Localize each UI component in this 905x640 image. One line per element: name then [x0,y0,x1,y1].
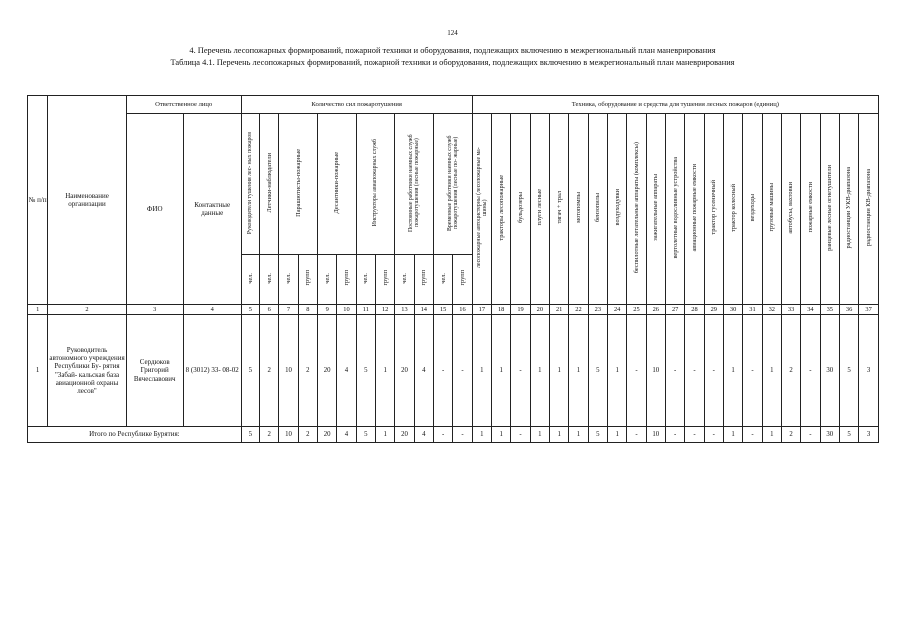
total-value: - [453,427,472,443]
equipment-col-header: радиостанции УКВ-диапазона [839,114,858,305]
total-value: 1 [492,427,511,443]
unit-header: групп [453,255,472,305]
total-value: 20 [318,427,337,443]
total-value: 10 [646,427,665,443]
total-value: - [801,427,820,443]
unit-header: групп [337,255,356,305]
row-value: 2 [260,315,279,427]
equipment-col-header: грузовые машины [762,114,781,305]
row-value: 5 [588,315,607,427]
row-value: 1 [530,315,549,427]
column-number: 23 [588,305,607,315]
column-number: 36 [839,305,858,315]
total-value: - [433,427,452,443]
force-col-header: Временные работники наемных служб пожаротушения (лесные по- жарные) [433,114,472,255]
total-value: 4 [414,427,433,443]
column-number: 25 [627,305,646,315]
equipment-col-header: тракторы лесопожарные [492,114,511,305]
total-value: - [627,427,646,443]
column-number: 32 [762,305,781,315]
row-value: - [453,315,472,427]
total-value: 2 [781,427,800,443]
header-org: Наименование организации [48,96,126,305]
force-col-header: Постоянные работники наемных служб пожаротушения (лесные пожарные) [395,114,434,255]
header-contacts: Контактные данные [183,114,241,305]
document-heading: 4. Перечень лесопожарных формирований, пожарной техники и оборудования, подлежащих включению в межрегиональный план маневрирования [189,46,716,55]
equipment-col-header: вездеходы [743,114,762,305]
row-value: 10 [279,315,298,427]
row-value: 1 [550,315,569,427]
column-number: 16 [453,305,472,315]
total-value: 5 [241,427,259,443]
row-value: 5 [839,315,858,427]
equipment-col-header: трактор колесный [723,114,742,305]
equipment-col-header: авиационные пожарные емкости [685,114,704,305]
column-number: 33 [781,305,800,315]
total-value: 1 [569,427,588,443]
column-number: 17 [472,305,491,315]
unit-header: чел. [260,255,279,305]
row-value: 30 [820,315,839,427]
column-number: 30 [723,305,742,315]
table-caption: Таблица 4.1. Перечень лесопожарных формирований, пожарной техники и оборудования, подлежащих включению в межрегиональный план маневрирования [170,58,735,67]
row-contacts: 8 (3012) 33- 08-02 [183,315,241,427]
row-value: - [704,315,723,427]
total-value: 10 [279,427,298,443]
unit-header: групп [414,255,433,305]
column-number: 20 [530,305,549,315]
row-value: - [743,315,762,427]
column-number: 3 [126,305,183,315]
row-value: 4 [337,315,356,427]
total-value: - [743,427,762,443]
column-number: 14 [414,305,433,315]
force-col-header: Парашютисты-пожарные [279,114,318,255]
row-value: 5 [241,315,259,427]
total-value: 2 [298,427,317,443]
row-value: - [627,315,646,427]
header-num: № п/п [28,96,48,305]
total-value: 2 [260,427,279,443]
column-number: 18 [492,305,511,315]
total-label: Итого по Республике Бурятия: [28,427,242,443]
equipment-col-header: воздуходувки [607,114,626,305]
total-value: 1 [723,427,742,443]
row-value: 1 [762,315,781,427]
total-row [28,427,879,443]
row-value: 4 [414,315,433,427]
equipment-col-header: автобусы, вахтовки [781,114,800,305]
row-value: 2 [781,315,800,427]
equipment-col-header: радиостанции КВ-диапазона [859,114,879,305]
column-number: 13 [395,305,414,315]
total-value: 1 [375,427,394,443]
page-number: 124 [447,29,458,37]
row-value: 10 [646,315,665,427]
column-number: 31 [743,305,762,315]
row-value: - [433,315,452,427]
equipment-col-header: бульдозеры [511,114,530,305]
forces-equipment-table [27,95,879,443]
equipment-col-header: вертолетные водосливные устройства [665,114,684,305]
column-number: 5 [241,305,259,315]
row-value: 3 [859,315,879,427]
equipment-col-header: пожарные емкости [801,114,820,305]
total-value: 3 [859,427,879,443]
force-col-header: Руководители тушения лес- ных пожаров [241,114,259,255]
row-value: 1 [375,315,394,427]
equipment-col-header: мотопомпы [569,114,588,305]
column-number: 15 [433,305,452,315]
column-number: 6 [260,305,279,315]
unit-header: чел. [395,255,414,305]
total-value: 5 [356,427,375,443]
total-value: - [665,427,684,443]
row-value: 1 [492,315,511,427]
row-value: 2 [298,315,317,427]
equipment-col-header: трактор гусеничный [704,114,723,305]
column-number: 2 [48,305,126,315]
total-value: 30 [820,427,839,443]
column-number: 21 [550,305,569,315]
column-number-row [28,305,879,315]
equipment-col-header: зажигательные аппараты [646,114,665,305]
row-value: 20 [318,315,337,427]
equipment-col-header: ранцевые лесные огнетушители [820,114,839,305]
column-number: 4 [183,305,241,315]
unit-header: чел. [318,255,337,305]
total-value: 1 [762,427,781,443]
column-number: 29 [704,305,723,315]
force-col-header: Инструкторы авиапожарных служб [356,114,395,255]
unit-header: групп [375,255,394,305]
equipment-col-header: бензопилы [588,114,607,305]
column-number: 19 [511,305,530,315]
table-row [28,315,879,427]
total-value: 20 [395,427,414,443]
column-number: 24 [607,305,626,315]
column-number: 11 [356,305,375,315]
row-value: - [511,315,530,427]
unit-header: чел. [433,255,452,305]
column-number: 12 [375,305,394,315]
column-number: 35 [820,305,839,315]
unit-header: чел. [279,255,298,305]
row-value: - [665,315,684,427]
row-org: Руководитель автономного учреждения Республики Бу- рятия "Забай- кальская база авиационной охраны лесов" [48,315,126,427]
total-value: - [704,427,723,443]
row-value: - [685,315,704,427]
equipment-col-header: беспилотные летательные аппараты (комплексы) [627,114,646,305]
total-value: 1 [472,427,491,443]
column-number: 8 [298,305,317,315]
column-number: 37 [859,305,879,315]
header-forces: Количество сил пожаротушения [241,96,472,114]
column-number: 10 [337,305,356,315]
total-value: 1 [607,427,626,443]
header-fio: ФИО [126,114,183,305]
row-value: 1 [472,315,491,427]
total-value: - [511,427,530,443]
total-value: - [685,427,704,443]
unit-header: групп [298,255,317,305]
row-value: 1 [723,315,742,427]
unit-header: чел. [241,255,259,305]
equipment-col-header: лесопожарные автоцистерны (лесопожарные ма- шины) [472,114,491,305]
header-responsible: Ответственное лицо [126,96,241,114]
column-number: 26 [646,305,665,315]
row-fio: Сердюков Григорий Вячеславович [126,315,183,427]
header-equipment: Техника, оборудование и средства для тушения лесных пожаров (единиц) [472,96,878,114]
row-value: 1 [607,315,626,427]
row-value: 5 [356,315,375,427]
column-number: 1 [28,305,48,315]
column-number: 22 [569,305,588,315]
equipment-col-header: плуги лесные [530,114,549,305]
column-number: 34 [801,305,820,315]
row-value: - [801,315,820,427]
column-number: 28 [685,305,704,315]
row-value: 20 [395,315,414,427]
total-value: 5 [839,427,858,443]
total-value: 1 [530,427,549,443]
total-value: 4 [337,427,356,443]
column-number: 27 [665,305,684,315]
column-number: 7 [279,305,298,315]
total-value: 5 [588,427,607,443]
row-value: 1 [569,315,588,427]
total-value: 1 [550,427,569,443]
column-number: 9 [318,305,337,315]
equipment-col-header: тягач + трал [550,114,569,305]
unit-header: чел. [356,255,375,305]
row-num: 1 [28,315,48,427]
force-col-header: Летчики-наблюдатели [260,114,279,255]
force-col-header: Десантники-пожарные [318,114,357,255]
